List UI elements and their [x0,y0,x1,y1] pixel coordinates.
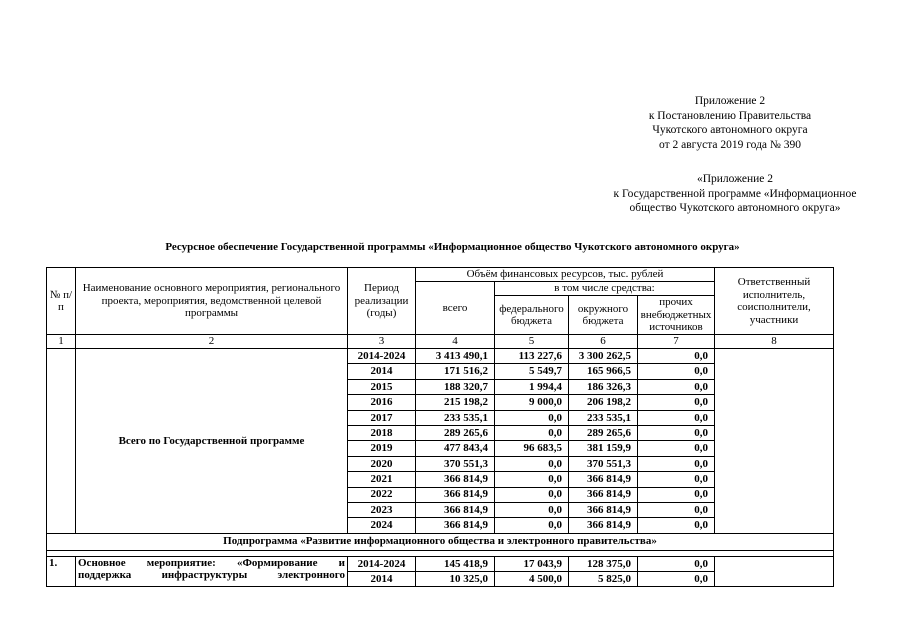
total-value: 188 320,7 [416,379,495,394]
total-value: 233 535,1 [416,410,495,425]
other-value: 0,0 [638,410,715,425]
federal-value: 0,0 [495,518,569,533]
period-cell: 2017 [348,410,416,425]
period-cell: 2021 [348,472,416,487]
other-value: 0,0 [638,379,715,394]
column-number: 4 [416,335,495,349]
other-value: 0,0 [638,395,715,410]
district-value: 370 551,3 [569,456,638,471]
header-other: прочих внебюджетных источников [638,296,715,335]
federal-value: 5 549,7 [495,364,569,379]
period-cell: 2014-2024 [348,556,416,571]
period-cell: 2014 [348,364,416,379]
total-value: 366 814,9 [416,518,495,533]
activity-index: 1. [47,556,76,587]
column-number: 8 [715,335,834,349]
district-value: 366 814,9 [569,502,638,517]
total-label: Всего по Государственной программе [76,349,348,534]
header-period: Период реализации (годы) [348,268,416,335]
district-value: 381 159,9 [569,441,638,456]
approval-line: общество Чукотского автономного округа» [629,202,841,214]
period-cell: 2024 [348,518,416,533]
other-value: 0,0 [638,487,715,502]
other-value: 0,0 [638,572,715,587]
header-responsible: Ответственный исполнитель, соисполнители, участники [715,268,834,335]
total-value: 370 551,3 [416,456,495,471]
column-numbers-row [47,335,834,349]
other-value: 0,0 [638,472,715,487]
other-value: 0,0 [638,502,715,517]
period-cell: 2016 [348,395,416,410]
total-value: 10 325,0 [416,572,495,587]
approval-header-program [585,172,885,216]
period-cell: 2023 [348,502,416,517]
activity-name-line: Основное мероприятие: «Формирование и [78,556,345,569]
column-number: 5 [495,335,569,349]
total-value: 171 516,2 [416,364,495,379]
district-value: 289 265,6 [569,425,638,440]
district-value: 128 375,0 [569,556,638,571]
total-value: 366 814,9 [416,472,495,487]
federal-value: 113 227,6 [495,349,569,364]
district-value: 233 535,1 [569,410,638,425]
period-cell: 2019 [348,441,416,456]
approval-line: от 2 августа 2019 года № 390 [658,138,802,151]
header-federal: федерального бюджета [495,296,569,335]
federal-value: 0,0 [495,425,569,440]
federal-value: 4 500,0 [495,572,569,587]
activity-name [76,556,348,587]
header-including: в том числе средства: [495,282,715,296]
total-index-cell [47,349,76,534]
federal-value: 0,0 [495,502,569,517]
header-finance: Объём финансовых ресурсов, тыс. рублей [416,268,715,282]
total-value: 215 198,2 [416,395,495,410]
total-row [47,349,834,364]
federal-value: 9 000,0 [495,395,569,410]
period-cell: 2022 [348,487,416,502]
federal-value: 0,0 [495,487,569,502]
period-cell: 2020 [348,456,416,471]
subprogram-row [47,533,834,550]
column-number: 3 [348,335,416,349]
federal-value: 0,0 [495,410,569,425]
responsible-cell [715,556,834,587]
column-number: 1 [47,335,76,349]
subprogram-title: Подпрограмма «Развитие информационного общества и электронного правительства» [47,533,834,550]
other-value: 0,0 [638,425,715,440]
header-name: Наименование основного мероприятия, регионального проекта, мероприятия, ведомственной целевой программы [76,268,348,335]
total-value: 145 418,9 [416,556,495,571]
district-value: 206 198,2 [569,395,638,410]
federal-value: 1 994,4 [495,379,569,394]
other-value: 0,0 [638,441,715,456]
other-value: 0,0 [638,556,715,571]
district-value: 366 814,9 [569,472,638,487]
approval-line: Приложение 2 [694,95,766,107]
header-total: всего [416,282,495,335]
period-cell: 2018 [348,425,416,440]
approval-line: Чукотского автономного округа [652,124,808,136]
header-district: окружного бюджета [569,296,638,335]
total-value: 3 413 490,1 [416,349,495,364]
federal-value: 17 043,9 [495,556,569,571]
other-value: 0,0 [638,349,715,364]
total-value: 366 814,9 [416,487,495,502]
total-value: 366 814,9 [416,502,495,517]
header-no: № п/п [47,268,76,335]
federal-value: 0,0 [495,456,569,471]
approval-line: к Государственной программе «Информационное [613,187,857,200]
column-number: 2 [76,335,348,349]
district-value: 366 814,9 [569,518,638,533]
district-value: 366 814,9 [569,487,638,502]
total-value: 289 265,6 [416,425,495,440]
responsible-cell [715,349,834,534]
federal-value: 96 683,5 [495,441,569,456]
other-value: 0,0 [638,518,715,533]
column-number: 6 [569,335,638,349]
document-title: Ресурсное обеспечение Государственной программы «Информационное общество Чукотского автономного округа» [165,241,740,253]
column-number: 7 [638,335,715,349]
approval-line: «Приложение 2 [696,173,774,185]
federal-value: 0,0 [495,472,569,487]
district-value: 3 300 262,5 [569,349,638,364]
other-value: 0,0 [638,456,715,471]
period-cell: 2014-2024 [348,349,416,364]
district-value: 5 825,0 [569,572,638,587]
period-cell: 2014 [348,572,416,587]
total-value: 477 843,4 [416,441,495,456]
approval-line: к Постановлению Правительства [648,109,812,122]
activity-name-line: поддержка инфраструктуры электронного [78,569,345,582]
approval-header-government [610,94,850,152]
activity-row [47,556,834,571]
other-value: 0,0 [638,364,715,379]
district-value: 186 326,3 [569,379,638,394]
resource-table [46,267,834,587]
period-cell: 2015 [348,379,416,394]
district-value: 165 966,5 [569,364,638,379]
